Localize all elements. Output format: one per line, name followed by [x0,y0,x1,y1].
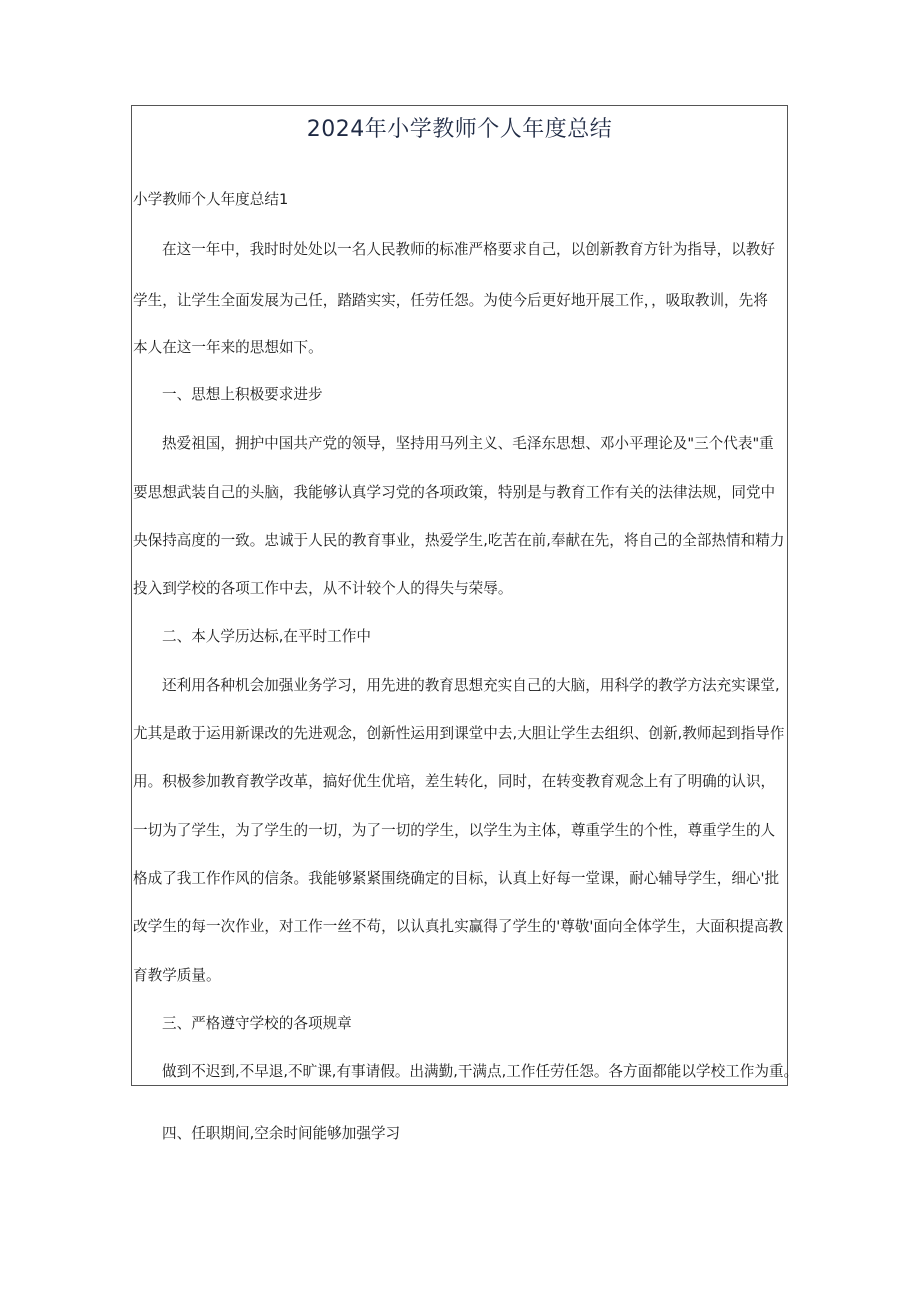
section-heading-4: 四、任职期间,空余时间能够加强学习 [162,1125,401,1142]
section2-line: 还利用各种机会加强业务学习，用先进的教育思想充实自己的大脑，用科学的教学方法充实课堂, [162,677,780,694]
section-heading-3: 三、严格遵守学校的各项规章 [162,1015,352,1032]
document-title: 2024年小学教师个人年度总结 [306,117,613,142]
section-heading-2: 二、本人学历达标,在平时工作中 [162,628,371,645]
section2-line: 格成了我工作作风的信条。我能够紧紧围绕确定的目标，认真上好每一堂课，耐心辅导学生，细心'批 [133,870,780,887]
section-heading-1: 一、思想上积极要求进步 [162,386,323,403]
intro-line: 学生，让学生全面发展为己任，踏踏实实，任劳任怨。为使今后更好地开展工作，，吸取教训，先将 [133,292,768,309]
section2-line: 尤其是敢于运用新课改的先进观念，创新性运用到课堂中去,大胆让学生去组织、创新,教师起到指导作 [133,725,785,742]
intro-line: 在这一年中，我时时处处以一名人民教师的标准严格要求自己，以创新教育方针为指导，以教好 [162,241,775,258]
section1-line: 央保持高度的一致。忠诚于人民的教育事业，热爱学生,吃苦在前,奉献在先，将自己的全部热情和精力 [133,532,785,549]
section1-line: 热爱祖国，拥护中国共产党的领导，坚持用马列主义、毛泽东思想、邓小平理论及"三个代表"重 [162,435,774,452]
section2-line: 一切为了学生，为了学生的一切，为了一切的学生，以学生为主体，尊重学生的个性，尊重学生的人 [133,822,776,839]
intro-line: 本人在这一年来的思想如下。 [133,339,323,356]
section2-line: 改学生的每一次作业，对工作一丝不苟，以认真扎实赢得了学生的'尊敬'面向全体学生，大面积提高教 [133,918,784,935]
section2-line: 育教学质量。 [133,967,221,984]
section1-line: 要思想武装自己的头脑，我能够认真学习党的各项政策，特别是与教育工作有关的法律法规，同党中 [133,484,776,501]
section3-line: 做到不迟到,不早退,不旷课,有事请假。出满勤,干满点,工作任劳任怨。各方面都能以学校工作为重。 [162,1063,799,1080]
document-subtitle: 小学教师个人年度总结1 [133,191,289,208]
section1-line: 投入到学校的各项工作中去，从不计较个人的得失与荣辱。 [133,580,513,597]
section2-line: 用。积极参加教育教学改革，搞好优生优培，差生转化，同时，在转变教育观念上有了明确的认识， [133,773,776,790]
